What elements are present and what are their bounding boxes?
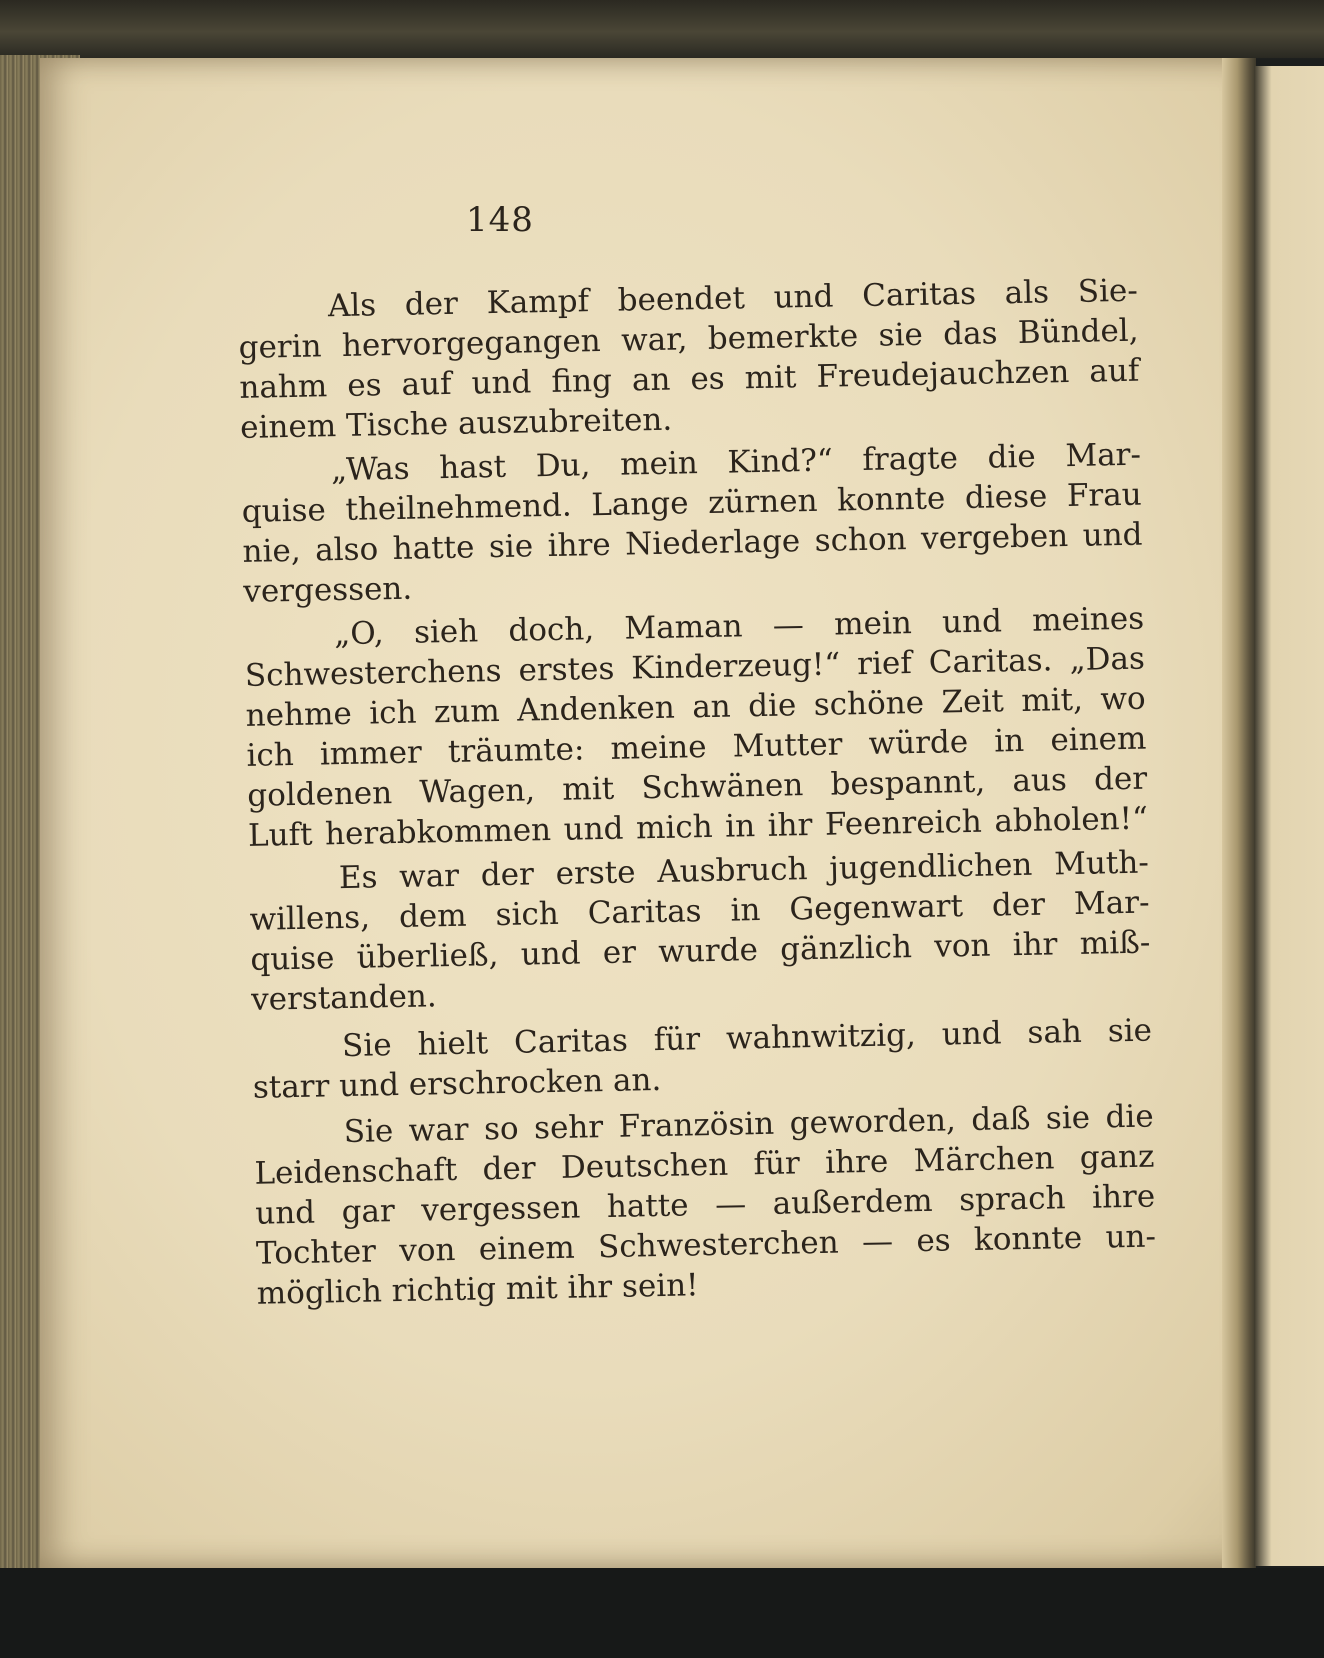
text-line: verstanden. [250,978,438,1018]
text-line: nahm es auf und fing an es mit Freudejauchzen auf [239,352,1140,406]
facing-page-edge [1254,66,1324,1566]
text-line: und gar vergessen hatte — außerdem sprach ihre [254,1178,1156,1232]
text-line: quise theilnehmend. Lange zürnen konnte diese Frau [241,476,1143,530]
text-line: Es war der erste Ausbruch jugendlichen Muth- [338,844,1150,897]
text-line: Leidenschaft der Deutschen für ihre Märchen ganz [254,1138,1155,1192]
body-text [232,0,1169,1400]
page-number: 148 [466,200,534,240]
text-line: quise überließ, und er wurde gänzlich von ihr miß- [250,924,1151,978]
text-line: einem Tische auszubreiten. [239,401,673,446]
text-line: willens, dem sich Caritas in Gegenwart der Mar- [249,884,1150,938]
text-line: Tochter von einem Schwesterchen — es konnte un- [255,1218,1157,1272]
text-line: Sie war so sehr Französin geworden, daß sie die [343,1098,1154,1151]
scan-bottom-border [0,1568,1324,1658]
text-line: ich immer träumte: meine Mutter würde in einem [246,720,1147,774]
text-line: vergessen. [243,570,413,610]
text-line: „O, sieh doch, Maman — mein und meines [333,600,1145,653]
text-line: Als der Kampf beendet und Caritas als Sie- [327,272,1139,325]
text-line: Sie hielt Caritas für wahnwitzig, und sah sie [341,1012,1153,1065]
text-line: nehme ich zum Andenken an die schöne Zeit mit, wo [245,680,1146,734]
text-line: goldenen Wagen, mit Schwänen bespannt, aus der [246,760,1148,814]
text-line: Schwesterchens erstes Kinderzeug!“ rief Caritas. „Das [244,640,1146,694]
text-line: möglich richtig mit ihr sein! [256,1267,699,1312]
text-line: Luft herabkommen und mich in ihr Feenreich abholen!“ [247,800,1149,854]
text-line: „Was hast Du, mein Kind?“ fragte die Mar- [330,436,1142,489]
text-line: nie, also hatte sie ihre Niederlage schon vergeben und [242,516,1143,570]
text-line: starr und erschrocken an. [252,1061,662,1106]
text-line: gerin hervorgegangen war, bemerkte sie das Bündel, [238,312,1139,366]
book-gutter [1222,58,1256,1568]
